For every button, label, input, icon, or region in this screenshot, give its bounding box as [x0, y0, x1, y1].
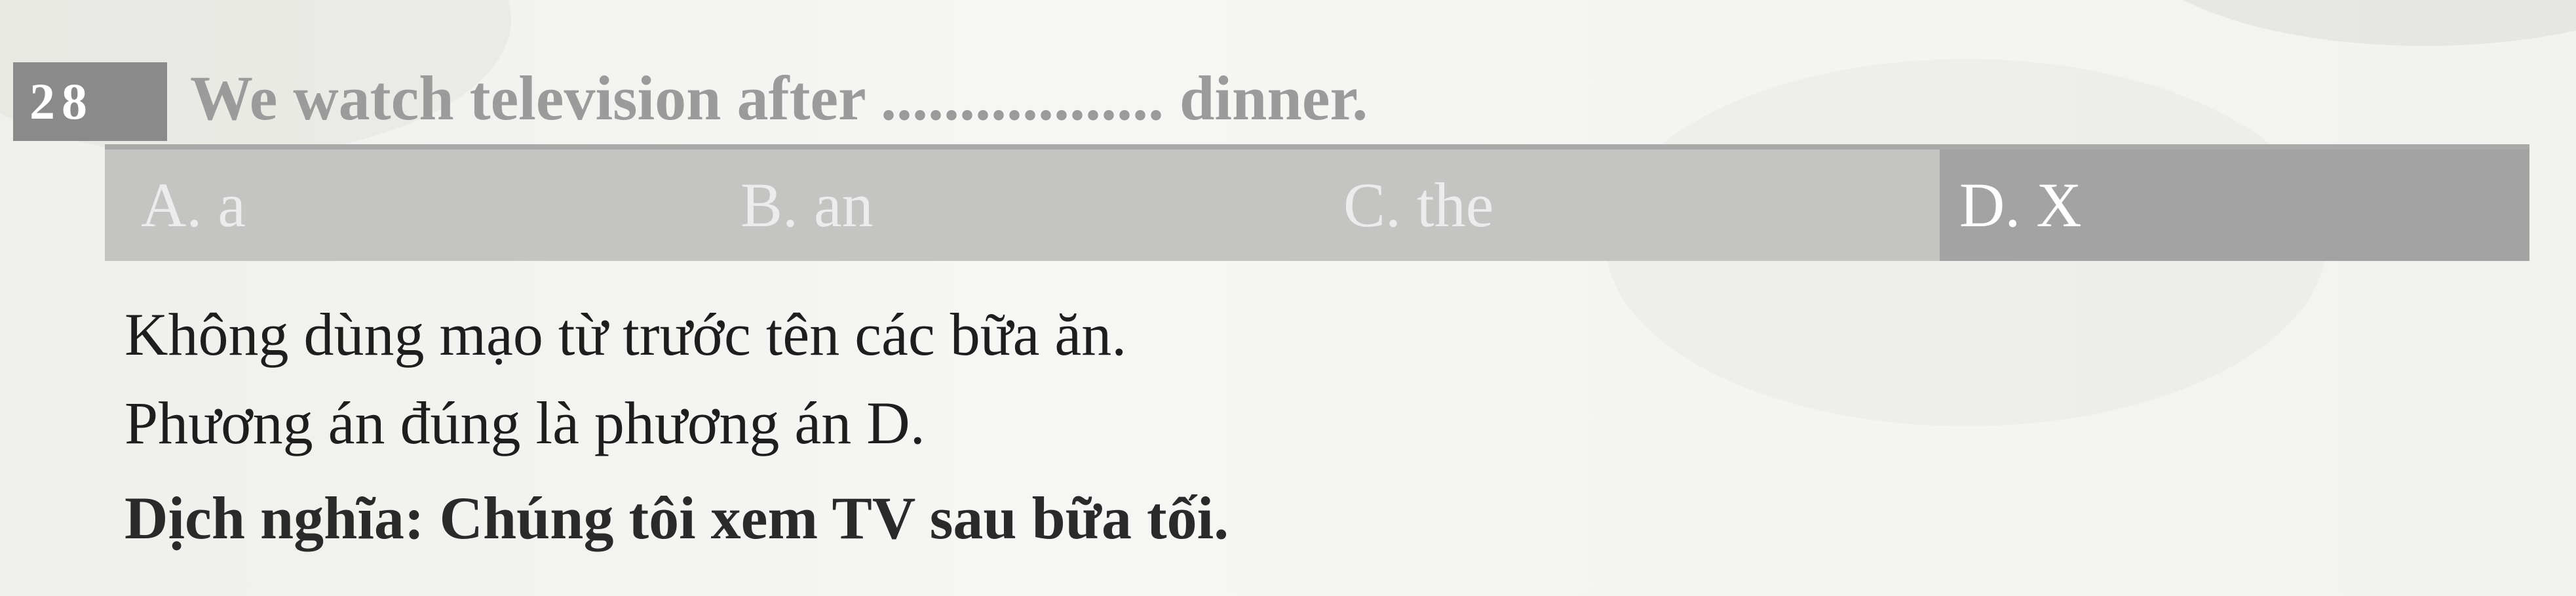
answer-option-a: A. a — [141, 170, 246, 240]
divider-rule — [105, 144, 2529, 149]
explanation-line-2: Phương án đúng là phương án D. — [125, 389, 925, 456]
question-number: 28 — [13, 62, 167, 141]
translation-line: Dịch nghĩa: Chúng tôi xem TV sau bữa tối. — [125, 485, 1229, 551]
answers-bar — [105, 149, 1940, 261]
answer-option-c: C. the — [1343, 170, 1494, 240]
question-text: We watch television after .................. dinner. — [190, 63, 1368, 133]
answer-option-b: B. an — [740, 170, 874, 240]
background-blob — [2130, 0, 2576, 46]
explanation-line-1: Không dùng mạo từ trước tên các bữa ăn. — [125, 301, 1127, 368]
answer-option-d-correct: D. X — [1940, 149, 2529, 261]
